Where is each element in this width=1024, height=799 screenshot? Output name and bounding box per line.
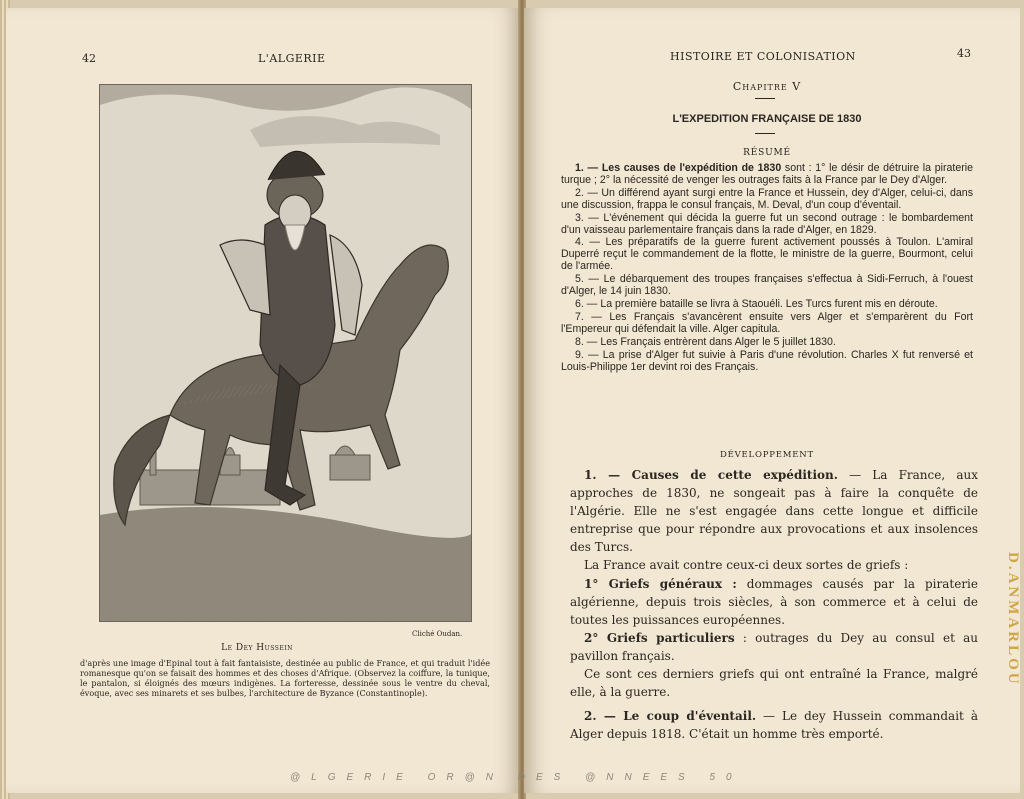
developpement-body [570, 466, 978, 743]
footer-watermark: @LGERIE OR@N DES @NNEES 50 [290, 772, 743, 783]
title-rule [755, 133, 775, 134]
left-running-head: L'ALGERIE [258, 52, 326, 65]
resume-item: 4. — Les préparatifs de la guerre furent activement poussés à Toulon. L'amiral Duperré reçut le commandement de la flotte, le ministre de la guerre, Bourmont, celui de l'armée. [561, 236, 973, 273]
resume-item: 6. — La première bataille se livra à Staouéli. Les Turcs furent mis en déroute. [575, 297, 938, 310]
caption-title: Le Dey Hussein [221, 643, 293, 653]
dey-hussein-illustration [99, 84, 472, 622]
resume-item: 3. — L'événement qui décida la guerre fut un second outrage : le bombardement d'un vaisseau parlementaire français dans la rade d'Alger, en 1829. [561, 211, 974, 236]
resume-item: 8. — Les Français entrèrent dans Alger le 5 juillet 1830. [575, 335, 836, 348]
collector-stamp: D.ANMARLOU [1005, 552, 1021, 687]
resume-title: RÉSUMÉ [743, 148, 791, 158]
right-page-number: 43 [957, 47, 971, 60]
chapter-label: Chapitre V [732, 80, 802, 93]
resume-item: 5. — Le débarquement des troupes françaises s'effectua à Sidi-Ferruch, à l'ouest d'Alger, le 14 juin 1830. [561, 273, 973, 298]
dev-paragraph-3: 1° Griefs généraux : dommages causés par la piraterie algérienne, depuis trois siècles, à son commerce et à celui de toutes les puissances européennes. [570, 576, 978, 627]
resume-item: 2. — Un différend ayant surgi entre la France et Hussein, dey d'Alger, celui-ci, dans une discussion, frappa le consul français, M. Deval, d'un coup d'éventail. [561, 186, 973, 211]
illustration-credit: Cliché Oudan. [412, 630, 463, 638]
left-page-number: 42 [82, 52, 96, 65]
resume-item: 9. — La prise d'Alger fut suivie à Paris d'une révolution. Charles X fut renversé et Louis-Philippe 1er devint roi des Français. [561, 348, 973, 373]
left-page [6, 8, 520, 793]
dev-paragraph-4: 2° Griefs particuliers : outrages du Dey au consul et au pavillon français. [570, 630, 978, 663]
chapter-title: L'EXPEDITION FRANÇAISE DE 1830 [672, 113, 862, 125]
engraving-dey-on-horse [100, 85, 471, 621]
resume-item: 7. — Les Français s'avancèrent ensuite vers Alger et s'emparèrent du Fort l'Empereur qui défendait la ville. Alger capitula. [561, 310, 973, 335]
dev-paragraph-2: La France avait contre ceux-ci deux sortes de griefs : [584, 558, 909, 573]
dev-paragraph-6: 2. — Le coup d'éventail. — Le dey Hussein commandait à Alger depuis 1818. C'était un homme très emporté. [570, 709, 978, 742]
right-running-head: HISTOIRE ET COLONISATION [670, 50, 856, 63]
dev-paragraph-1: 1. — Causes de cette expédition. — La France, aux approches de 1830, ne songeait pas à faire la conquête de l'Algérie. Elle ne s'est engagée dans cette longue et difficile entreprise que pour répondre aux provocations et aux insolences des Turcs. [570, 468, 978, 555]
developpement-title: DÉVELOPPEMENT [719, 450, 815, 460]
caption-text: d'après une image d'Epinal tout à fait fantaisiste, destinée au public de France, et qui traduit l'idée romanesque qu'on se faisait des hommes et des choses d'Afrique. (Observez la coiffure, la tunique, le pantalon, si éloignés des mœurs indigènes. La forteresse, dessinée sous le ventre du cheval, évoque, avec ses minarets et ses bulbes, l'architecture de Byzance (Constantinople). [80, 658, 490, 698]
chapter-rule [755, 98, 775, 99]
resume-item: 1. — Les causes de l'expédition de 1830 sont : 1° le désir de détruire la piraterie turque ; 2° la nécessité de venger les outrages faits à la France par le Dey d'Alger. [561, 162, 973, 186]
dev-paragraph-5: Ce sont ces derniers griefs qui ont entraîné la France, malgré elle, à la guerre. [570, 667, 978, 700]
resume-list [561, 163, 973, 374]
